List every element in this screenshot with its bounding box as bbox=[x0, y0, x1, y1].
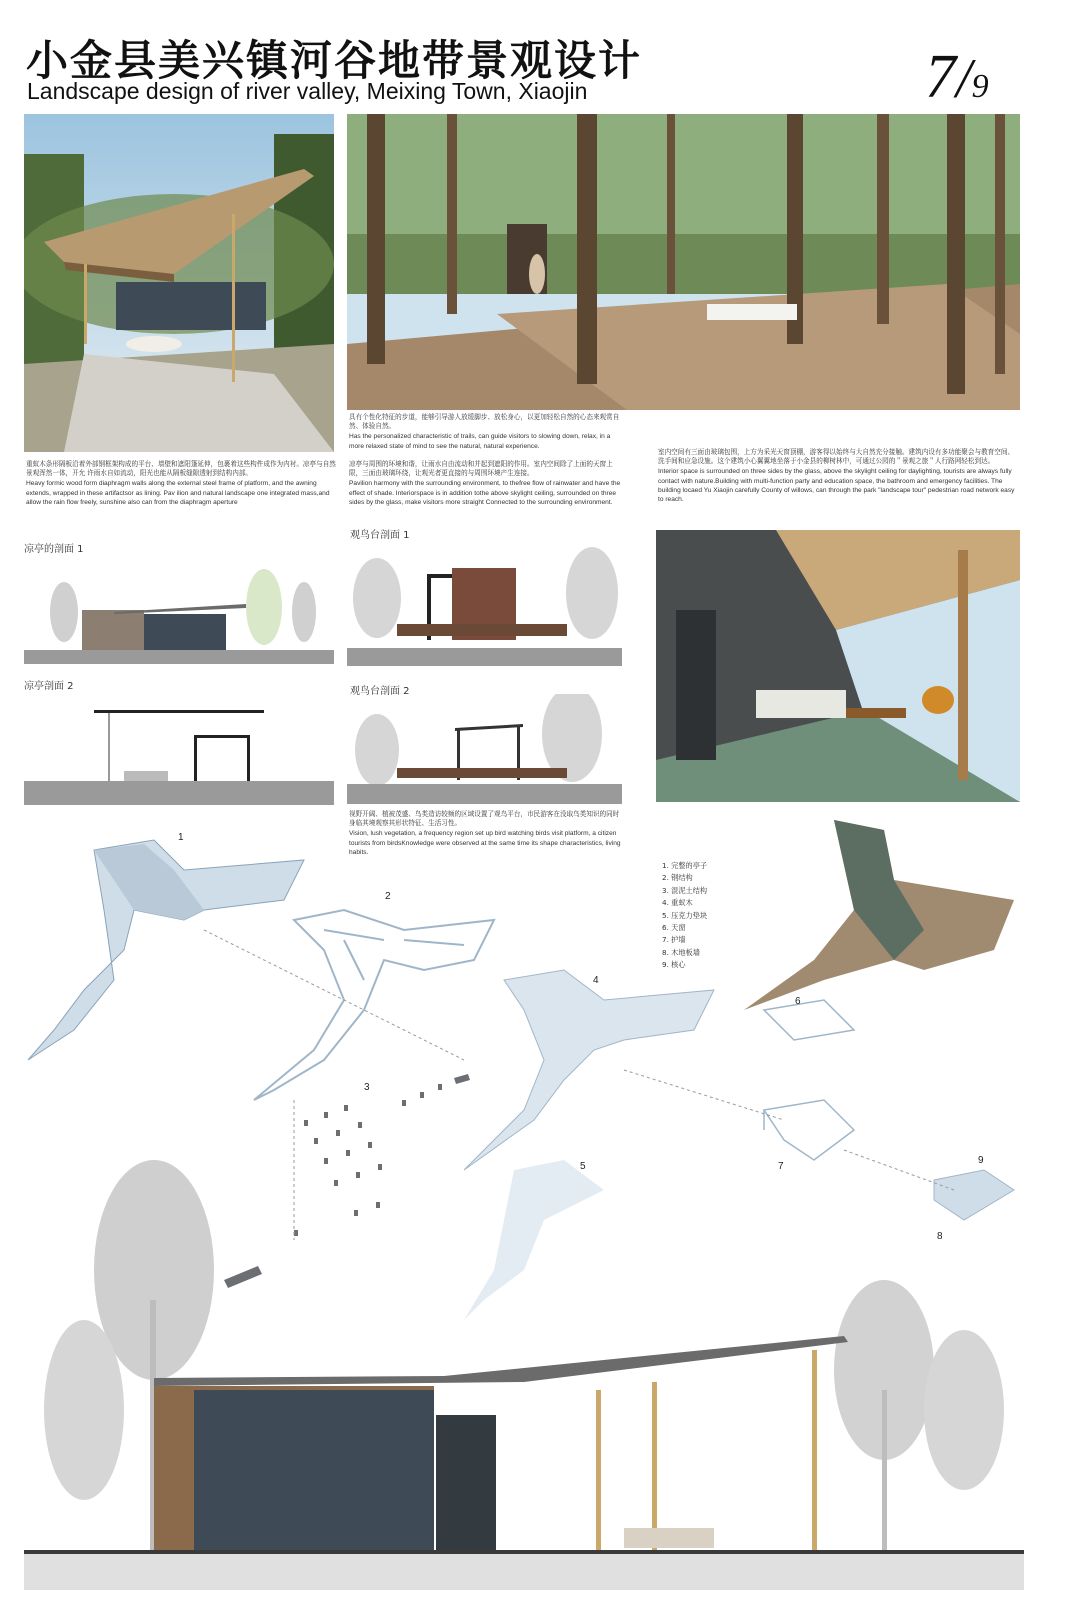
legend-item: 6. 天窗 bbox=[662, 923, 686, 933]
title-english: Landscape design of river valley, Meixing Town, Xiaojin bbox=[27, 78, 588, 104]
bird-section-1 bbox=[347, 538, 622, 666]
caption-interior bbox=[658, 448, 1020, 505]
caption-trail-en: Has the personalized characteristic of trails, can guide visitors to slowing down, relax, in a more relaxed state of mind to see the natural, natural experience. bbox=[349, 433, 611, 450]
section-label-bird-1: 观鸟台剖面 1 bbox=[350, 530, 410, 541]
diagram-number-7: 7 bbox=[778, 1161, 784, 1172]
pavilion-section-2 bbox=[24, 695, 334, 805]
diagram-number-6: 6 bbox=[795, 996, 801, 1007]
caption-pavilion bbox=[26, 460, 336, 508]
diagram-number-8: 8 bbox=[937, 1231, 943, 1242]
caption-interior-cn: 室内空间有三面由玻璃包围，上方为采光天窗顶棚，游客得以始终与大自然充分接触。建筑内设有多功能聚会与教育空间、洗手间和应急设施。这个建筑小心翼翼地坐落于小金县的柳树林中，可通过公园的＂景观之旅＂人行路网轻松到达。 bbox=[658, 449, 1015, 466]
diagram-part-4 bbox=[464, 970, 714, 1170]
diagram-number-9: 9 bbox=[978, 1155, 984, 1166]
diagram-part-7 bbox=[764, 1000, 854, 1160]
section-label-pavilion-2: 凉亭剖面 2 bbox=[24, 681, 74, 692]
diagram-part-2 bbox=[254, 910, 494, 1100]
legend-item: 4. 重蚁木 bbox=[662, 898, 693, 908]
page-total: 9 bbox=[971, 68, 989, 105]
caption-trail-cn: 具有个性化特征的步道，能够引导游人放缓脚步、放松身心，以更加轻松自然的心态来观赏自然、体验自然。 bbox=[349, 414, 620, 431]
pavilion-render bbox=[24, 114, 334, 452]
caption-harmony bbox=[349, 460, 624, 508]
legend-item: 1. 完整的亭子 bbox=[662, 861, 708, 870]
legend-item: 9. 核心 bbox=[662, 960, 686, 970]
page-separator: / bbox=[956, 48, 972, 110]
pavilion-elevation bbox=[24, 1150, 1024, 1590]
caption-harmony-en: Pavilion harmony with the surrounding environment, to thefree flow of rainwater and have the effect of shade. Interiorspace is in addition tothe above skylight ceiling, surrounded on three sides by the glass, make visitors more straight Connected to the surrounding environment. bbox=[349, 480, 621, 506]
caption-trail bbox=[349, 413, 624, 452]
interior-render bbox=[656, 530, 1020, 802]
page-number bbox=[925, 43, 989, 111]
boardwalk-render bbox=[347, 114, 1020, 410]
legend-item: 2. 钢结构 bbox=[662, 873, 693, 883]
diagram-number-5: 5 bbox=[580, 1161, 586, 1172]
legend-item: 8. 木地板墙 bbox=[662, 947, 700, 957]
title-chinese: 小金县美兴镇河谷地带景观设计 bbox=[26, 36, 643, 85]
caption-pavilion-en: Heavy formic wood form diaphragm walls along the external steel frame of platform, and the awning extends, wrapped in these artifactsor as lining. Pav ilion and natural landscape one integrated mass,and allow the rain flow freely, sunshine also can from the diaphragm aperture bbox=[26, 480, 330, 506]
diagram-number-1: 1 bbox=[178, 832, 184, 843]
legend-item: 3. 混泥土结构 bbox=[662, 885, 708, 895]
caption-pavilion-cn: 重蚁木条形隔板沿着外部钢框架构成的平台、墙壁和遮阳篷延伸，包裹着这些构件成作为内衬。凉亭与自然景观浑然一体，开允 许雨水自如流动，阳光也能从隔板缝隙透射到结构内部。 bbox=[26, 461, 336, 478]
diagram-number-3: 3 bbox=[364, 1082, 370, 1093]
caption-bird-cn: 视野开阔、植被茂盛、鸟类造访较频的区域设置了观鸟平台，市民游客在没取鸟类知识的同时身临其境观察其形状特征、生活习性。 bbox=[349, 811, 620, 828]
caption-bird-en: Vision, lush vegetation, a frequency region set up bird watching birds visit platform, a citizen tourists from birdsKnowledge were observed at the same time its shape characteristics, living habits. bbox=[349, 830, 621, 856]
legend-item: 7. 护墙 bbox=[662, 935, 686, 945]
caption-harmony-cn: 凉亭与周围的环境和谐，让雨水自由流动和并起到遮阳的作用。室内空间除了上面的天窗上限，三面由玻璃环绕，让观光者更直接的与周围环境产生连接。 bbox=[349, 461, 613, 478]
legend-item: 5. 压克力垫块 bbox=[662, 910, 708, 920]
section-label-pavilion-1: 凉亭的剖面 1 bbox=[24, 544, 84, 555]
section-label-bird-2: 观鸟台剖面 2 bbox=[350, 686, 410, 697]
bird-section-2 bbox=[347, 694, 622, 804]
diagram-number-2: 2 bbox=[385, 891, 391, 902]
pavilion-section-1 bbox=[24, 552, 334, 664]
caption-interior-en: Interior space is surrounded on three sides by the glass, above the skylight ceiling for daylighting, tourists are always fully contact with nature.Building with multi-function party and education space, the bathroom and emergency facilities. The building locaed Yu Xiaojin carefully County of willows, can through the park "landscape tour" pedestrian road network easy to reach. bbox=[658, 468, 1015, 504]
page-current: 7 bbox=[925, 43, 956, 111]
diagram-number-4: 4 bbox=[593, 975, 599, 986]
